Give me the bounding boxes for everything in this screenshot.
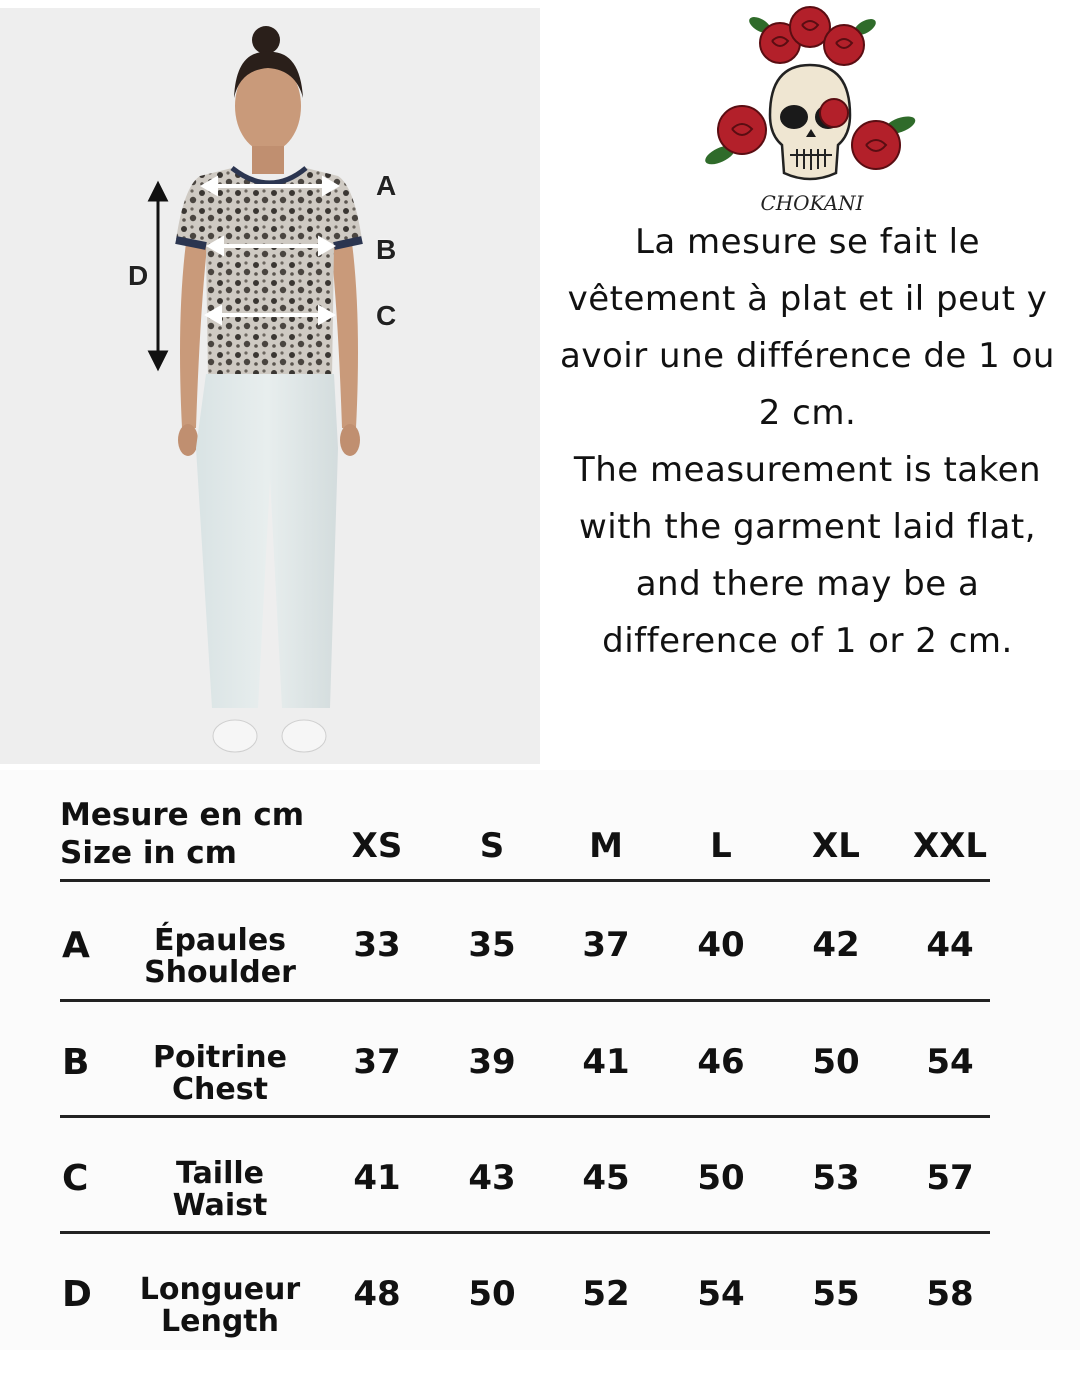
table-row-c <box>0 1150 1080 1260</box>
skull-roses-icon <box>700 5 920 220</box>
value-xxl: 44 <box>926 925 974 965</box>
table-title-en: Size in cm <box>60 835 237 871</box>
value-xxl: 58 <box>926 1274 974 1314</box>
value-m: 52 <box>582 1274 630 1314</box>
table-row-a <box>0 917 1080 1027</box>
value-xs: 48 <box>353 1274 401 1314</box>
row-label-fr: Taille <box>175 1156 265 1191</box>
brand-name: CHOKANI <box>760 191 864 215</box>
value-xl: 42 <box>812 925 860 965</box>
table-row-b <box>0 1034 1080 1144</box>
value-l: 40 <box>697 925 745 965</box>
label-c: C <box>376 300 397 331</box>
size-header-xs: XS <box>351 826 403 866</box>
row-label-en: Shoulder <box>144 955 296 990</box>
row-label-en: Chest <box>172 1072 268 1107</box>
value-m: 41 <box>582 1042 630 1082</box>
value-m: 37 <box>582 925 630 965</box>
model-photo <box>0 8 540 764</box>
table-title <box>60 796 304 872</box>
table-row-d <box>0 1266 1080 1376</box>
size-header-xl: XL <box>812 826 860 866</box>
value-s: 35 <box>468 925 516 965</box>
value-s: 50 <box>468 1274 516 1314</box>
divider <box>60 1231 990 1234</box>
value-xs: 33 <box>353 925 401 965</box>
size-header-s: S <box>479 826 505 866</box>
size-table <box>0 770 1080 1350</box>
row-label-fr: Poitrine <box>152 1040 287 1075</box>
size-header-xxl: XXL <box>912 826 988 866</box>
model-illustration <box>0 8 540 764</box>
divider <box>60 879 990 882</box>
row-label-en: Waist <box>172 1188 268 1223</box>
value-xl: 55 <box>812 1274 860 1314</box>
value-xxl: 57 <box>926 1158 974 1198</box>
divider <box>60 999 990 1002</box>
value-l: 54 <box>697 1274 745 1314</box>
value-s: 39 <box>468 1042 516 1082</box>
size-header-l: L <box>710 826 732 866</box>
value-l: 50 <box>697 1158 745 1198</box>
label-a: A <box>376 170 397 201</box>
value-xs: 41 <box>353 1158 401 1198</box>
value-xxl: 54 <box>926 1042 974 1082</box>
note-en: The measurement is taken with the garment laid flat, and there may be a difference of 1 or 2 cm. <box>573 450 1042 661</box>
divider <box>60 1115 990 1118</box>
row-letter: A <box>62 925 90 966</box>
row-label-fr: Longueur <box>139 1272 301 1307</box>
row-letter: D <box>62 1274 92 1315</box>
row-label-en: Length <box>161 1304 279 1339</box>
value-xs: 37 <box>353 1042 401 1082</box>
value-xl: 50 <box>812 1042 860 1082</box>
size-header-m: M <box>589 826 623 866</box>
note-fr: La mesure se fait le vêtement à plat et il peut y avoir une différence de 1 ou 2 cm. <box>560 222 1055 433</box>
label-b: B <box>376 234 397 265</box>
value-l: 46 <box>697 1042 745 1082</box>
row-label-fr: Épaules <box>153 923 287 958</box>
value-s: 43 <box>468 1158 516 1198</box>
row-letter: C <box>62 1158 89 1199</box>
label-d: D <box>128 260 149 291</box>
measurement-note <box>560 214 1055 670</box>
value-m: 45 <box>582 1158 630 1198</box>
value-xl: 53 <box>812 1158 860 1198</box>
brand-logo <box>700 5 920 220</box>
row-letter: B <box>62 1042 90 1083</box>
table-title-fr: Mesure en cm <box>60 797 305 833</box>
